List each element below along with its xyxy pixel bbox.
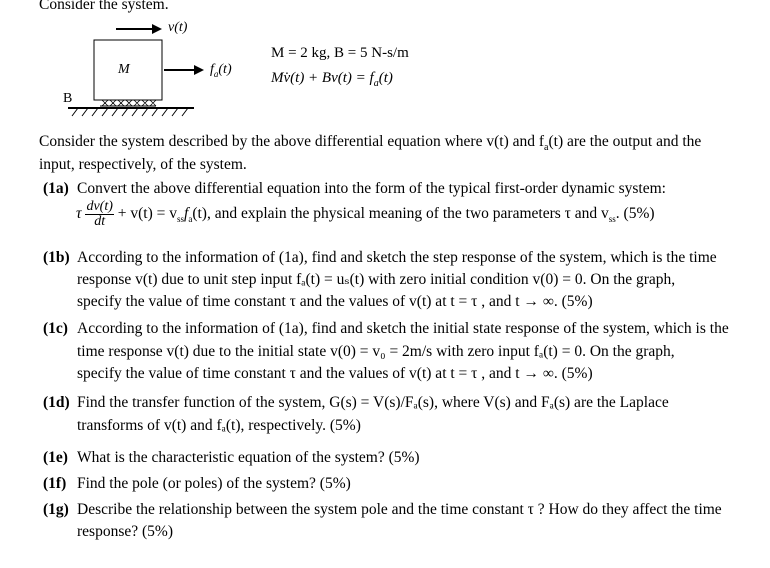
description-line-2: input, respectively, of the system. — [39, 156, 247, 173]
damper-hatch — [100, 100, 156, 106]
system-equation: Mv̇(t) + $Bv(t) = f_a(t)$ — [271, 70, 393, 89]
question-1a-label: (1a) — [43, 180, 69, 197]
question-1g-line-1: Describe the relationship between the system pole and the time constant τ ? How do they affect the time — [77, 501, 722, 518]
velocity-arrow-head — [152, 24, 162, 34]
force-label: $f_a(t)$ — [210, 62, 232, 79]
question-1f-text: Find the pole (or poles) of the system? (5%) — [77, 475, 351, 492]
question-1f-label: (1f) — [43, 475, 67, 492]
force-arrow-head — [194, 65, 204, 75]
ground-hatch — [72, 108, 188, 116]
question-1c-line-1: According to the information of (1a), find and sketch the initial state response of the system, which is the — [77, 320, 729, 337]
question-1g-line-2: response? (5%) — [77, 523, 173, 540]
description-line-1: Consider the system described by the above differential equation where v(t) and $f_a(t)$ are the output and the — [39, 133, 702, 154]
question-1b-label: (1b) — [43, 249, 70, 266]
question-1d-label: (1d) — [43, 394, 70, 411]
system-parameters: M = 2 kg, B = 5 N-s/m — [271, 45, 409, 61]
damper-label: B — [63, 91, 73, 106]
question-1c-line-2: time response v(t) due to the initial state v(0) = v₀ = 2m/s with zero input fₐ(t) = 0. On the graph, — [77, 343, 675, 360]
question-1b-line-1: According to the information of (1a), find and sketch the step response of the system, which is the time — [77, 249, 717, 266]
question-1d-line-1: Find the transfer function of the system, G(s) = V(s)/Fₐ(s), where V(s) and Fₐ(s) are the Laplace — [77, 394, 669, 411]
mass-label: M — [118, 62, 130, 77]
question-1d-line-2: transforms of v(t) and fₐ(t), respectively. (5%) — [77, 417, 361, 434]
velocity-label: v(t) — [168, 20, 188, 35]
question-1g-label: (1g) — [43, 501, 69, 518]
question-1e-text: What is the characteristic equation of the system? (5%) — [77, 449, 420, 466]
question-1a-formula: τ $\frac{dv(t)}{dt}$ + $v(t) = v_{ss}f_a(t)$, and explain the physical meaning of the two parameters τ and $v_{ss}$. (5%) — [76, 199, 655, 229]
question-1e-label: (1e) — [43, 449, 68, 466]
question-1c-label: (1c) — [43, 320, 68, 337]
question-1c-line-3: specify the value of time constant τ and the values of v(t) at t = τ , and t → ∞. (5%) — [77, 365, 593, 382]
question-1b-line-2: response v(t) due to unit step input fₐ(t) = uₛ(t) with zero initial condition v(0) = 0. On the graph, — [77, 271, 676, 288]
question-1b-line-3: specify the value of time constant τ and the values of v(t) at t = τ , and t → ∞. (5%) — [77, 293, 593, 310]
question-1a-text: Convert the above differential equation into the form of the typical first-order dynamic system: — [77, 180, 666, 197]
intro-text: Consider the system. — [39, 0, 169, 13]
